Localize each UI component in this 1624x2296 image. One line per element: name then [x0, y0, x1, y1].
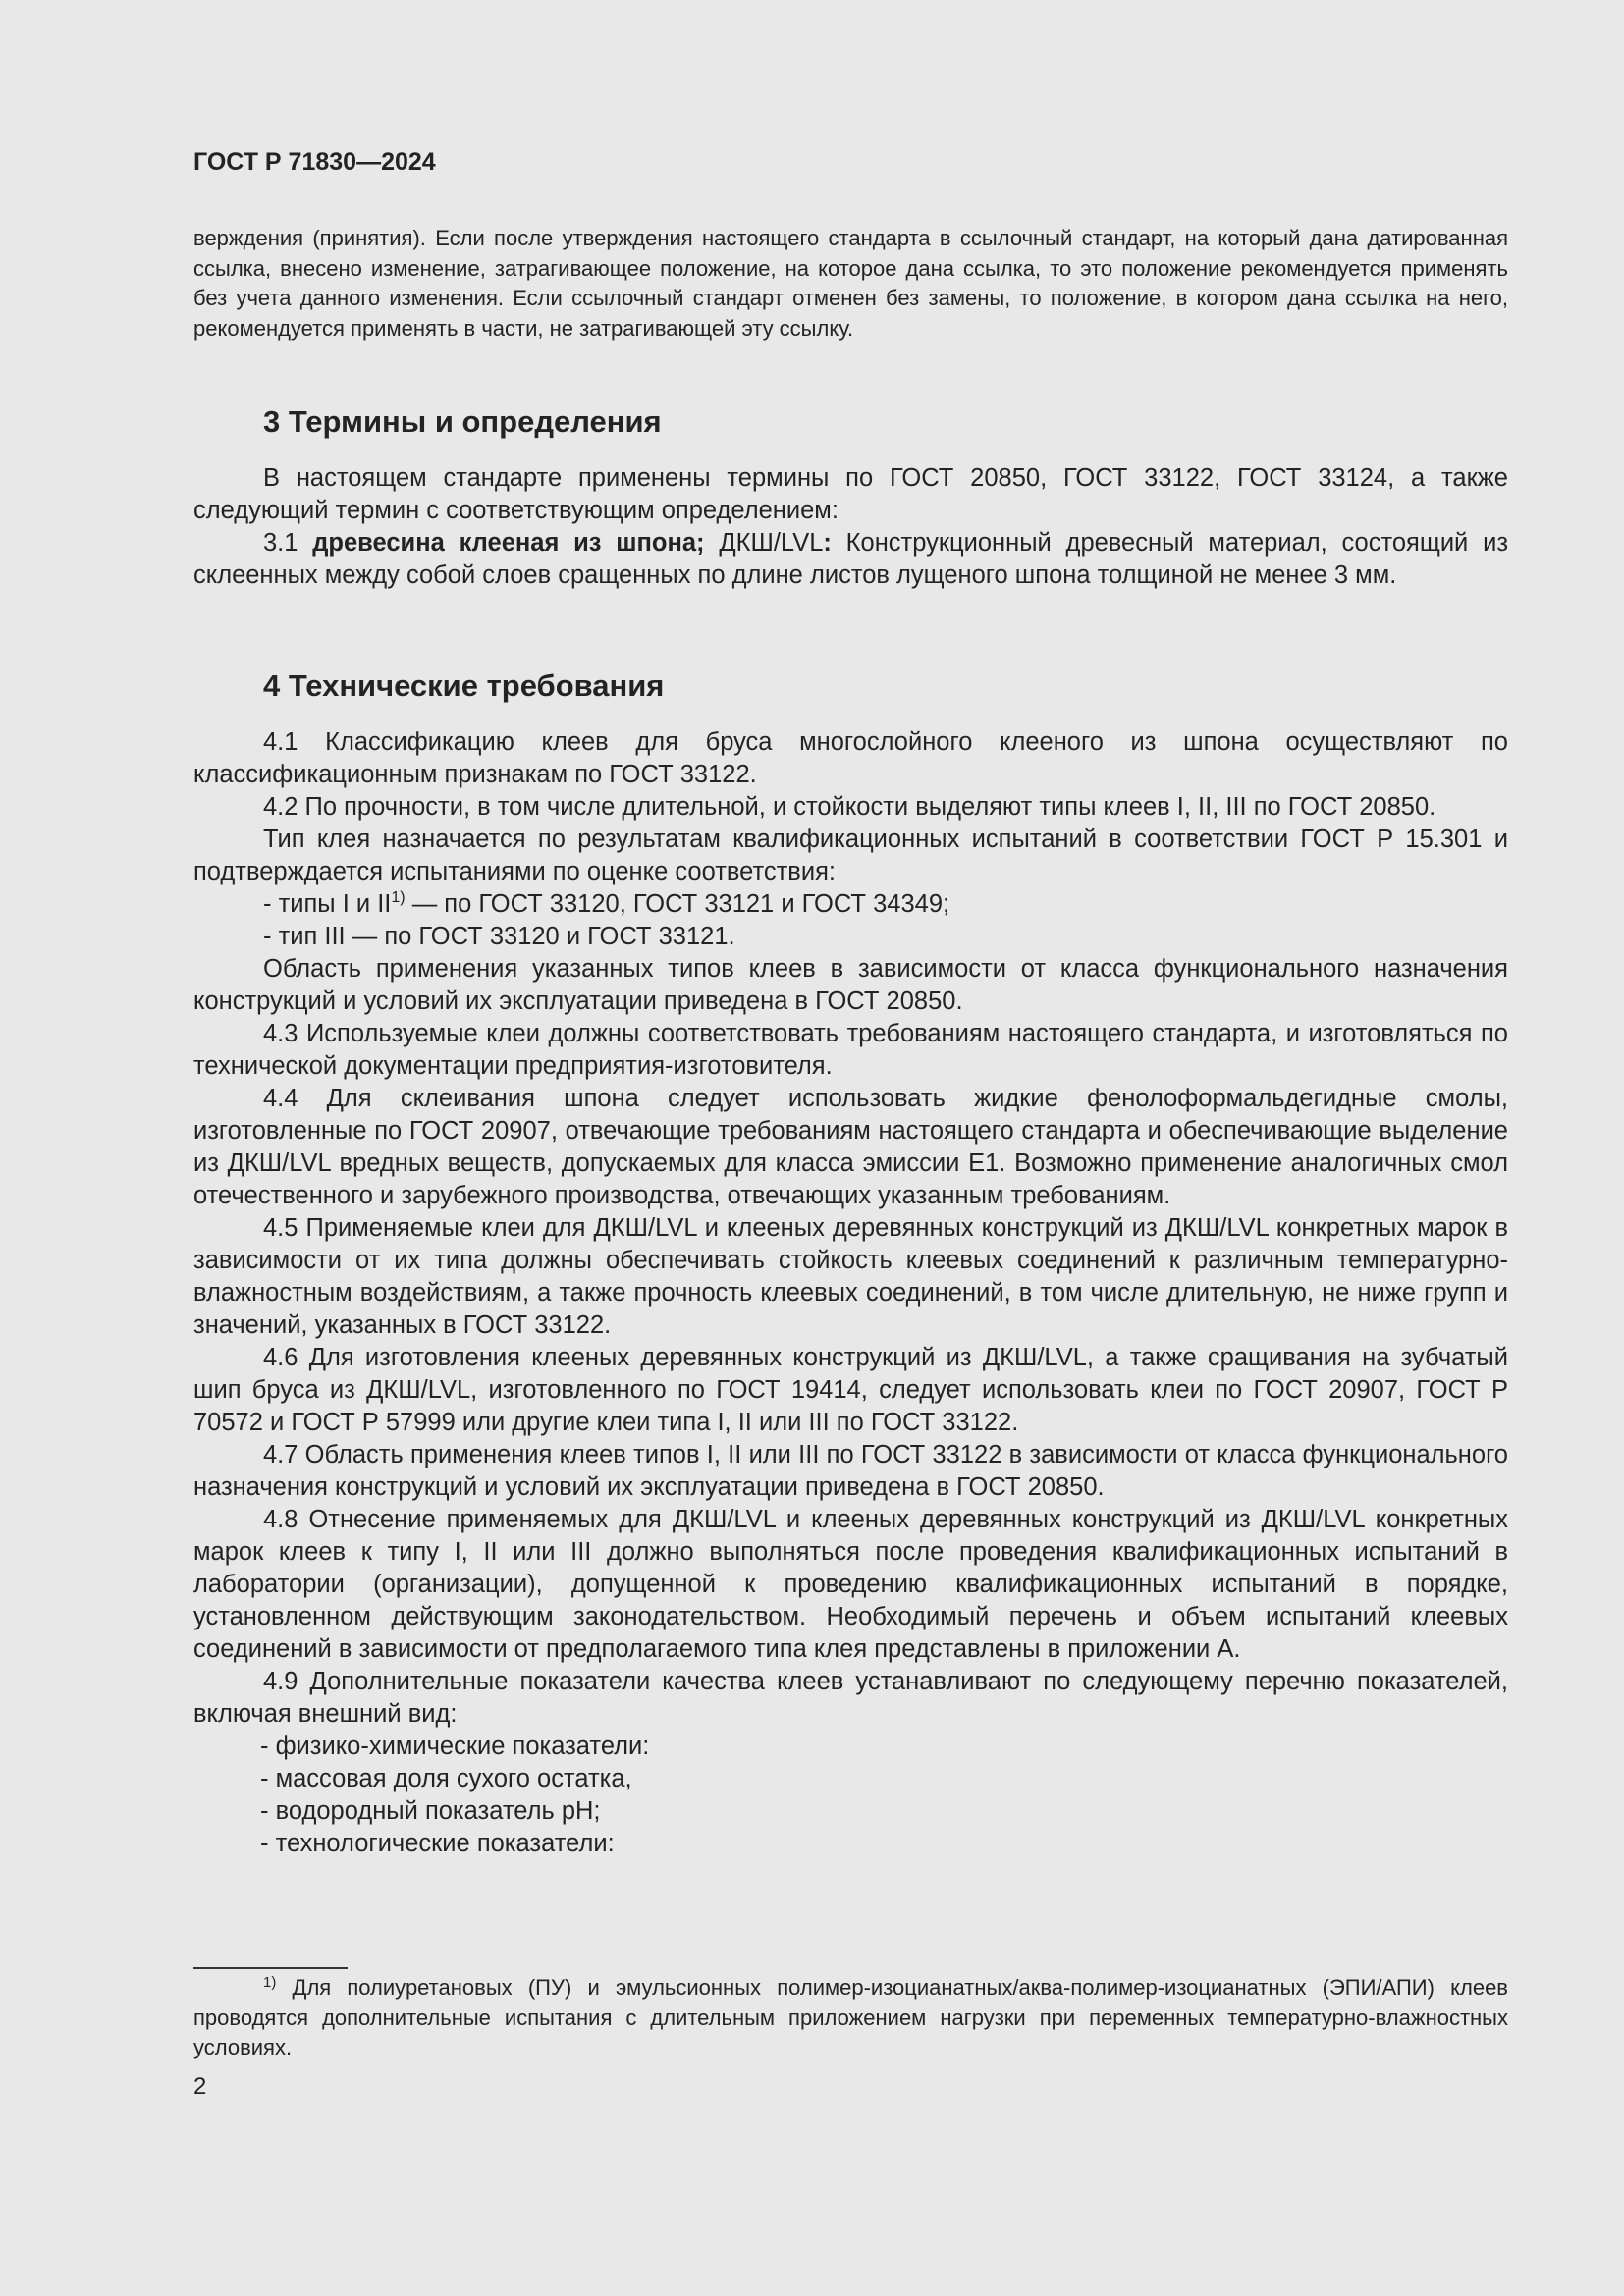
footnote-text: Для полиуретановых (ПУ) и эмульсионных полимер-изоцианатных/аква-полимер-изоцианатных (ЭПИ/АПИ) клеев проводятся дополнительные испытания с длительным приложением нагрузки при переменных температурно-влажностных условиях.: [193, 1975, 1508, 2059]
term-colon: :: [823, 529, 832, 557]
term-number: 3.1: [263, 529, 298, 557]
section-4-body: [193, 726, 1508, 1860]
list-item-types-i-ii: [193, 888, 1508, 921]
footnote-divider: [193, 1967, 348, 1969]
paragraph-4-1: 4.1 Классификацию клеев для бруса многослойного клееного из шпона осуществляют по классификационным признакам по ГОСТ 33122.: [193, 728, 1508, 788]
list-item-dry-residue: - массовая доля сухого остатка,: [260, 1765, 632, 1792]
paragraph-4-3: 4.3 Используемые клеи должны соответствовать требованиям настоящего стандарта, и изготовляться по технической документации предприятия-изготовителя.: [193, 1020, 1508, 1080]
footnote: [193, 1973, 1508, 2063]
paragraph-4-2: 4.2 По прочности, в том числе длительной, и стойкости выделяют типы клеев I, II, III по ГОСТ 20850.: [263, 793, 1436, 821]
list-item-ph: - водородный показатель pH;: [260, 1797, 601, 1825]
paragraph-4-7: 4.7 Область применения клеев типов I, II или III по ГОСТ 33122 в зависимости от класса функционального назначения конструкций и условий их эксплуатации приведена в ГОСТ 20850.: [193, 1441, 1508, 1501]
section-3-intro-paragraph: В настоящем стандарте применены термины по ГОСТ 20850, ГОСТ 33122, ГОСТ 33124, а также следующий термин с соответствующим определением:: [193, 464, 1508, 524]
term-abbreviation: ДКШ/LVL: [719, 529, 824, 557]
footnote-marker: 1): [263, 1974, 277, 1991]
list-item-physicochemical: - физико-химические показатели:: [260, 1733, 650, 1760]
section-3-body: [193, 462, 1508, 592]
intro-paragraph: верждения (принятия). Если после утверждения настоящего стандарта в ссылочный стандарт, на который дана датированная ссылка, внесено изменение, затрагивающее положение, на которое дана ссылка, то это положение рекомендуется применять без учета данного изменения. Если ссылочный стандарт отменен без замены, то положение, в котором дана ссылка на него, рекомендуется применять в части, не затрагивающей эту ссылку.: [193, 226, 1508, 341]
term-definition-paragraph: [193, 527, 1508, 592]
section-3-heading: 3 Термины и определения: [263, 404, 662, 439]
page-number: 2: [193, 2073, 207, 2100]
list-item-text: - типы I и II: [263, 890, 392, 918]
paragraph-4-6: 4.6 Для изготовления клееных деревянных конструкций из ДКШ/LVL, а также сращивания на зубчатый шип бруса из ДКШ/LVL, изготовленного по ГОСТ 19414, следует использовать клеи по ГОСТ 20907, ГОСТ Р 70572 и ГОСТ Р 57999 или другие клеи типа I, II или III по ГОСТ 33122.: [193, 1344, 1508, 1436]
paragraph-4-9: 4.9 Дополнительные показатели качества клеев устанавливают по следующему перечню показателей, включая внешний вид:: [193, 1668, 1508, 1728]
term-definition: Конструкционный древесный материал, состоящий из склеенных между собой слоев сращенных по длине листов лущеного шпона толщиной не менее 3 мм.: [193, 529, 1509, 589]
footnote-ref-1[interactable]: 1): [391, 889, 406, 906]
list-item-type-iii: - тип III — по ГОСТ 33120 и ГОСТ 33121.: [263, 923, 735, 950]
paragraph-4-4: 4.4 Для склеивания шпона следует использовать жидкие фенолоформальдегидные смолы, изготовленные по ГОСТ 20907, отвечающие требованиям настоящего стандарта и обеспечивающие выделение из ДКШ/LVL вредных веществ, допускаемых для класса эмиссии Е1. Возможно применение аналогичных смол отечественного и зарубежного производства, отвечающих указанным требованиям.: [193, 1085, 1508, 1209]
term-name: древесина клееная из шпона;: [312, 529, 705, 557]
paragraph-4-2-scope: Область применения указанных типов клеев в зависимости от класса функционального назначения конструкций и условий их эксплуатации приведена в ГОСТ 20850.: [193, 955, 1508, 1015]
paragraph-4-2-type-assignment: Тип клея назначается по результатам квалификационных испытаний в соответствии ГОСТ Р 15.301 и подтверждается испытаниями по оценке соответствия:: [193, 826, 1508, 885]
section-4-heading: 4 Технические требования: [263, 668, 665, 703]
list-item-technological: - технологические показатели:: [260, 1830, 615, 1857]
paragraph-4-5: 4.5 Применяемые клеи для ДКШ/LVL и клееных деревянных конструкций из ДКШ/LVL конкретных марок в зависимости от их типа должны обеспечивать стойкость клеевых соединений к различным температурно-влажностным воздействиям, а также прочность клеевых соединений, в том числе длительную, не ниже групп и значений, указанных в ГОСТ 33122.: [193, 1214, 1508, 1339]
paragraph-4-8: 4.8 Отнесение применяемых для ДКШ/LVL и клееных деревянных конструкций из ДКШ/LVL конкретных марок клеев к типу I, II или III должно выполняться после проведения квалификационных испытаний в лаборатории (организации), допущенной к проведению квалификационных испытаний в порядке, установленном действующим законодательством. Необходимый перечень и объем испытаний клеевых соединений в зависимости от предполагаемого типа клея представлены в приложении А.: [193, 1506, 1508, 1663]
document-code-header: ГОСТ Р 71830—2024: [193, 148, 436, 176]
list-item-text: — по ГОСТ 33120, ГОСТ 33121 и ГОСТ 34349;: [405, 890, 950, 918]
